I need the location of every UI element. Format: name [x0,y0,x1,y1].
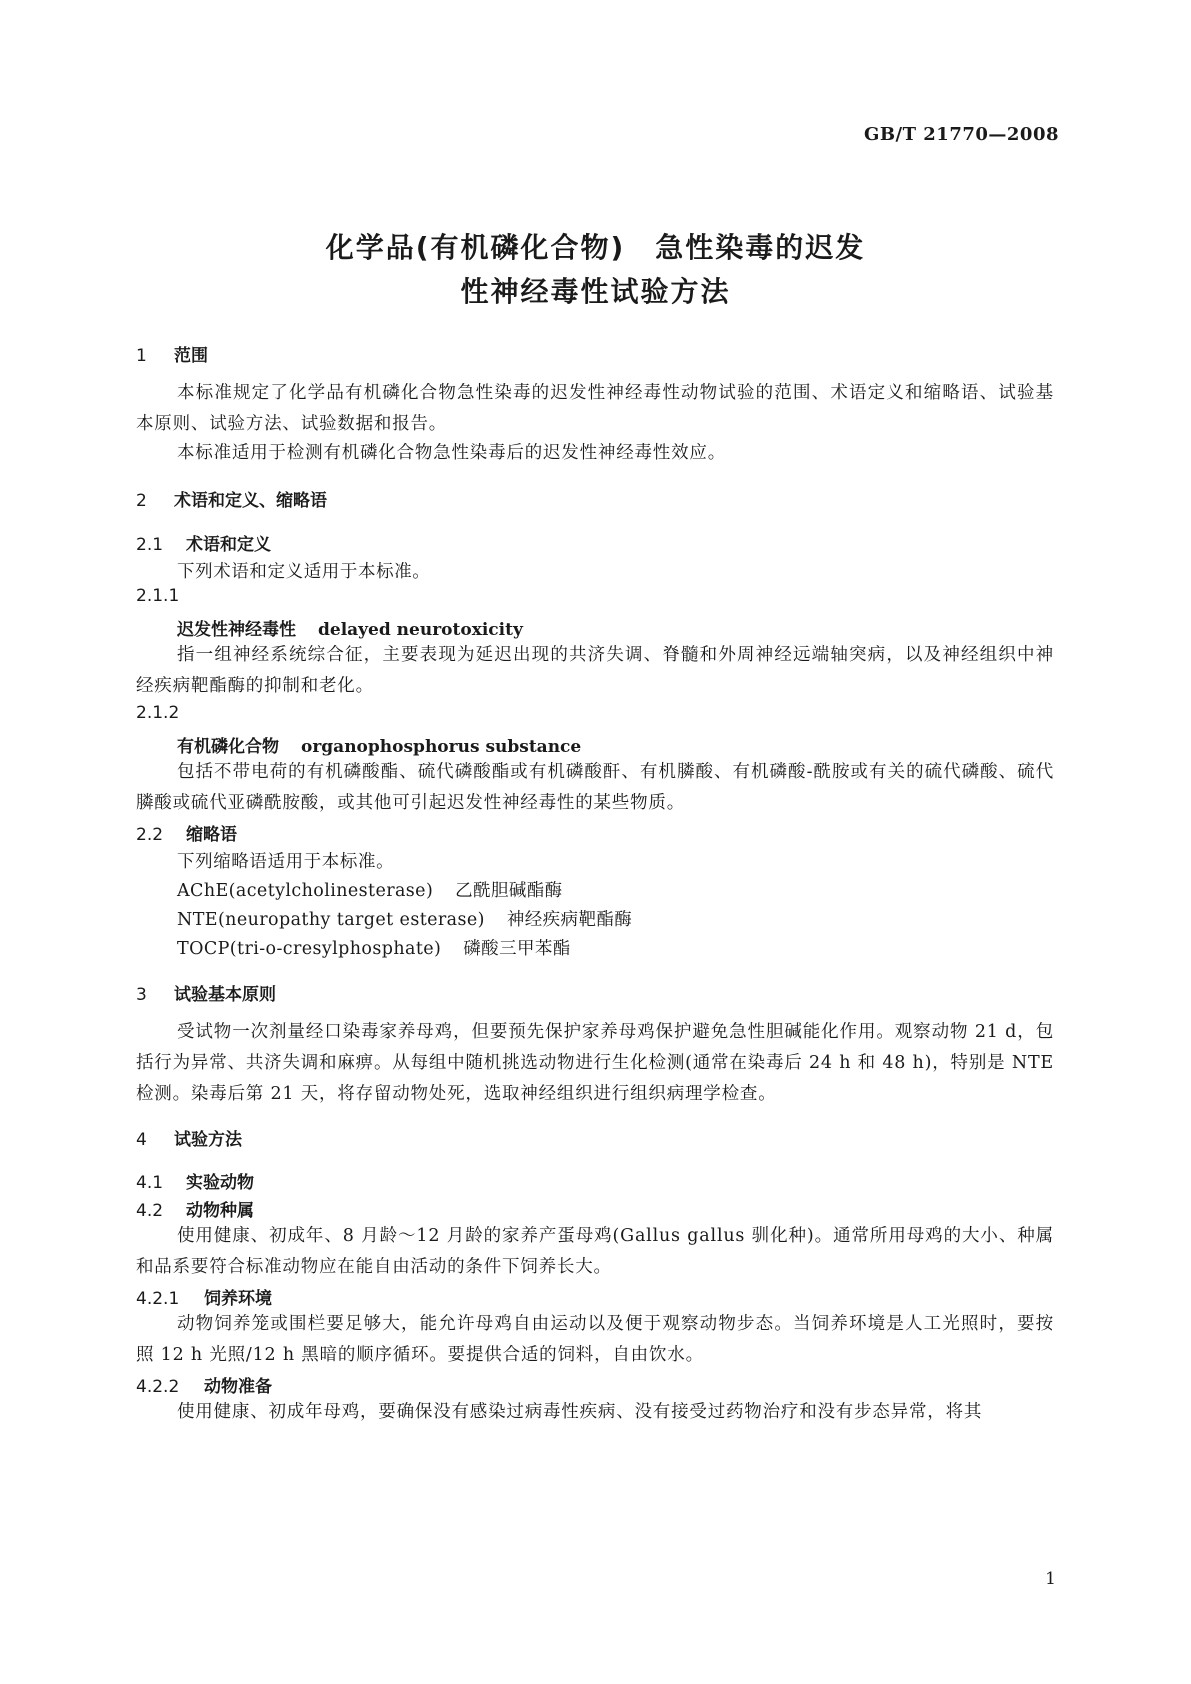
section-title: 实验动物 [186,1173,254,1193]
section-1-paragraph-2: 本标准适用于检测有机磷化合物急性染毒后的迟发性神经毒性效应。 [177,443,726,463]
section-4-2-2-paragraph: 使用健康、初成年母鸡，要确保没有感染过病毒性疾病、没有接受过药物治疗和没有步态异常，将其 [177,1402,983,1422]
document-title-line1: 化学品(有机磷化合物) 急性染毒的迟发 [325,231,866,264]
section-2-heading [136,486,327,511]
section-number: 2.1 [136,535,164,555]
term-english: delayed neurotoxicity [318,620,523,640]
section-title: 饲养环境 [204,1289,272,1309]
section-number: 4.2.2 [136,1377,180,1397]
page-number: 1 [1045,1569,1056,1589]
section-4-2-2-heading [136,1372,272,1397]
section-title: 动物准备 [204,1377,272,1397]
section-title: 范围 [174,346,208,366]
section-number: 4.1 [136,1173,164,1193]
section-number: 4.2.1 [136,1289,180,1309]
section-number: 4.2 [136,1201,164,1221]
section-number: 4 [136,1130,147,1150]
standard-code: GB/T 21770—2008 [863,124,1059,145]
section-4-2-heading [136,1196,254,1221]
term-english: organophosphorus substance [301,737,582,757]
term-2-1-2 [177,732,581,757]
term-2-1-1-definition: 指一组神经系统综合征，主要表现为延迟出现的共济失调、脊髓和外周神经远端轴突病，以及神经组织中神经疾病靶酯酶的抑制和老化。 [136,645,1054,696]
document-title-line2: 性神经毒性试验方法 [460,275,731,308]
section-title: 缩略语 [186,825,237,845]
abbreviation: NTE(neuropathy target esterase) [177,910,485,930]
section-2-1-1-number [136,586,204,606]
section-2-1-heading [136,530,271,555]
section-3-heading [136,980,276,1005]
abbreviation-meaning: 乙酰胆碱酯酶 [455,881,563,901]
section-number: 2.2 [136,825,164,845]
abbreviation-item [177,935,571,960]
section-number: 2.1.1 [136,586,180,606]
term-chinese: 有机磷化合物 [177,737,279,757]
term-2-1-2-definition: 包括不带电荷的有机磷酸酯、硫代磷酸酯或有机磷酸酐、有机膦酸、有机磷酸-酰胺或有关的硫代磷酸、硫代膦酸或硫代亚磷酰胺酸，或其他可引起迟发性神经毒性的某些物质。 [136,762,1054,813]
section-4-1-heading [136,1168,254,1193]
section-number: 3 [136,985,147,1005]
section-3-paragraph: 受试物一次剂量经口染毒家养母鸡，但要预先保护家养母鸡保护避免急性胆碱能化作用。观察动物 21 d，包括行为异常、共济失调和麻痹。从每组中随机挑选动物进行生化检测(通常在染毒后 24 h 和 48 h)，特别是 NTE 检测。染毒后第 21 天，将存留动物处死，选取神经组织进行组织病理学检查。 [136,1022,1054,1104]
section-title: 术语和定义 [186,535,271,555]
section-1-heading [136,341,208,366]
section-title: 试验方法 [174,1130,242,1150]
term-2-1-1 [177,615,523,640]
abbreviation-item [177,906,632,931]
abbreviation-meaning: 磷酸三甲苯酯 [463,939,571,959]
section-title: 试验基本原则 [174,985,276,1005]
section-2-1-intro: 下列术语和定义适用于本标准。 [177,562,431,582]
section-title: 动物种属 [186,1201,254,1221]
section-2-2-heading [136,820,237,845]
section-4-2-1-heading [136,1284,272,1309]
abbreviation: TOCP(tri-o-cresylphosphate) [177,939,442,959]
section-number: 2 [136,491,147,511]
section-4-heading [136,1125,242,1150]
term-chinese: 迟发性神经毒性 [177,620,296,640]
section-title: 术语和定义、缩略语 [174,491,327,511]
section-4-2-paragraph: 使用健康、初成年、8 月龄～12 月龄的家养产蛋母鸡(Gallus gallus 驯化种)。通常所用母鸡的大小、种属和品系要符合标准动物应在能自由活动的条件下饲养长大。 [136,1226,1054,1277]
section-number: 1 [136,346,147,366]
section-2-1-2-number [136,703,204,723]
section-4-2-1-paragraph: 动物饲养笼或围栏要足够大，能允许母鸡自由运动以及便于观察动物步态。当饲养环境是人工光照时，要按照 12 h 光照/12 h 黑暗的顺序循环。要提供合适的饲料，自由饮水。 [136,1314,1054,1365]
section-1-paragraph-1: 本标准规定了化学品有机磷化合物急性染毒的迟发性神经毒性动物试验的范围、术语定义和缩略语、试验基本原则、试验方法、试验数据和报告。 [136,383,1054,434]
section-number: 2.1.2 [136,703,180,723]
abbreviation: AChE(acetylcholinesterase) [177,881,434,901]
section-2-2-intro: 下列缩略语适用于本标准。 [177,852,395,872]
abbreviation-meaning: 神经疾病靶酯酶 [506,910,633,930]
abbreviation-item [177,877,563,902]
